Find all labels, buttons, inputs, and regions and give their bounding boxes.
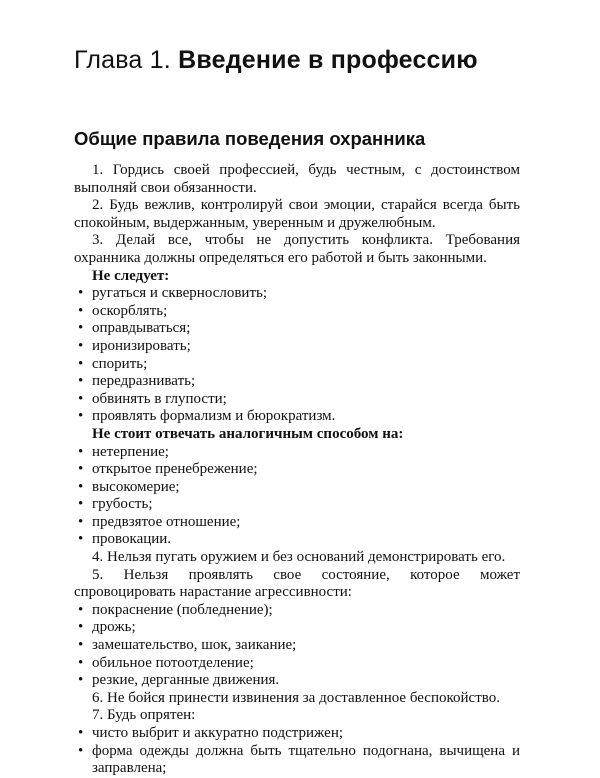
list-item: • обильное потоотделение; [78,654,254,671]
list-item: • обвинять в глупости; [78,390,227,407]
list-item: • спорить; [78,355,148,372]
list-item: • предвзятое отношение; [78,513,241,530]
chapter-number: Глава 1. [74,46,171,74]
bullet-icon: • [78,742,84,759]
list-item: • ругаться и сквернословить; [78,285,268,302]
list-item: • грубость; [78,496,153,513]
bullet-icon: • [78,496,84,513]
list-heading-responses: Не стоит отвечать аналогичным способом на: [92,425,404,442]
bullet-icon: • [78,443,84,460]
list-item: • проявлять формализм и бюрократизм. [78,408,336,425]
bullet-icon: • [78,637,84,654]
bullet-icon: • [78,337,84,354]
paragraph-3: 3. Делай все, чтобы не допустить конфликта. Требования охранника должны определяться его работой и быть законными. [74,232,520,266]
list-item: • резкие, дерганные движения. [78,672,280,689]
chapter-title: Введение в профессию [178,46,478,74]
bullet-icon: • [78,408,84,425]
state-list [74,602,520,690]
bullet-icon: • [78,373,84,390]
bullet-icon: • [78,725,84,741]
bullet-icon: • [78,320,84,337]
prohibited-list [74,285,520,426]
list-item: • открытое пренебрежение; [78,461,258,478]
list-item: • оскорблять; [78,302,168,319]
list-item: • высокомерие; [78,478,180,495]
bullet-icon: • [78,531,84,548]
bullet-icon: • [78,478,84,495]
bullet-icon: • [78,355,84,372]
bullet-icon: • [78,601,84,618]
bullet-icon: • [78,654,84,671]
bullet-icon: • [78,285,84,302]
list-item: • иронизировать; [78,337,191,354]
bullet-icon: • [78,461,84,478]
list-heading-prohibited: Не следует: [92,267,170,284]
chapter-heading [74,46,478,75]
section-title: Общие правила поведения охранника [74,128,426,149]
paragraph-4: 4. Нельзя пугать оружием и без оснований демонстрировать его. [92,549,506,566]
list-item: • дрожь; [78,619,136,636]
bullet-icon: • [78,390,84,407]
list-item: • оправдываться; [78,320,191,337]
list-item: • провокации. [78,531,172,548]
paragraph-1: 1. Гордись своей профессией, будь честным, с достоинством выполняй свои обязанности. [74,162,520,196]
bullet-icon: • [78,513,84,530]
body-text [74,162,520,778]
list-item: • чисто выбрит и аккуратно подстрижен; [78,725,344,741]
bullet-icon: • [78,672,84,689]
paragraph-6: 6. Не бойся принести извинения за доставленное беспокойство. [92,689,500,706]
paragraph-5: 5. Нельзя проявлять свое состояние, которое может спровоцировать нарастание агрессивности: [74,566,520,601]
bullet-icon: • [78,302,84,319]
bullet-icon: • [78,619,84,636]
paragraph-7: 7. Будь опрятен: [92,707,196,724]
list-item: • покраснение (побледнение); [78,601,273,618]
list-item: • передразнивать; [78,373,196,390]
paragraph-2: 2. Будь вежлив, контролируй свои эмоции, старайся всегда быть спокойным, выдержанным, уверенным и дружелюбным. [74,197,520,231]
list-item: • нетерпение; [78,443,169,460]
list-item: • форма одежды должна быть тщательно подогнана, вычищена и заправлена; [78,742,520,777]
list-item: • замешательство, шок, заикание; [78,637,297,654]
appearance-list [74,725,520,778]
responses-list [74,444,520,550]
